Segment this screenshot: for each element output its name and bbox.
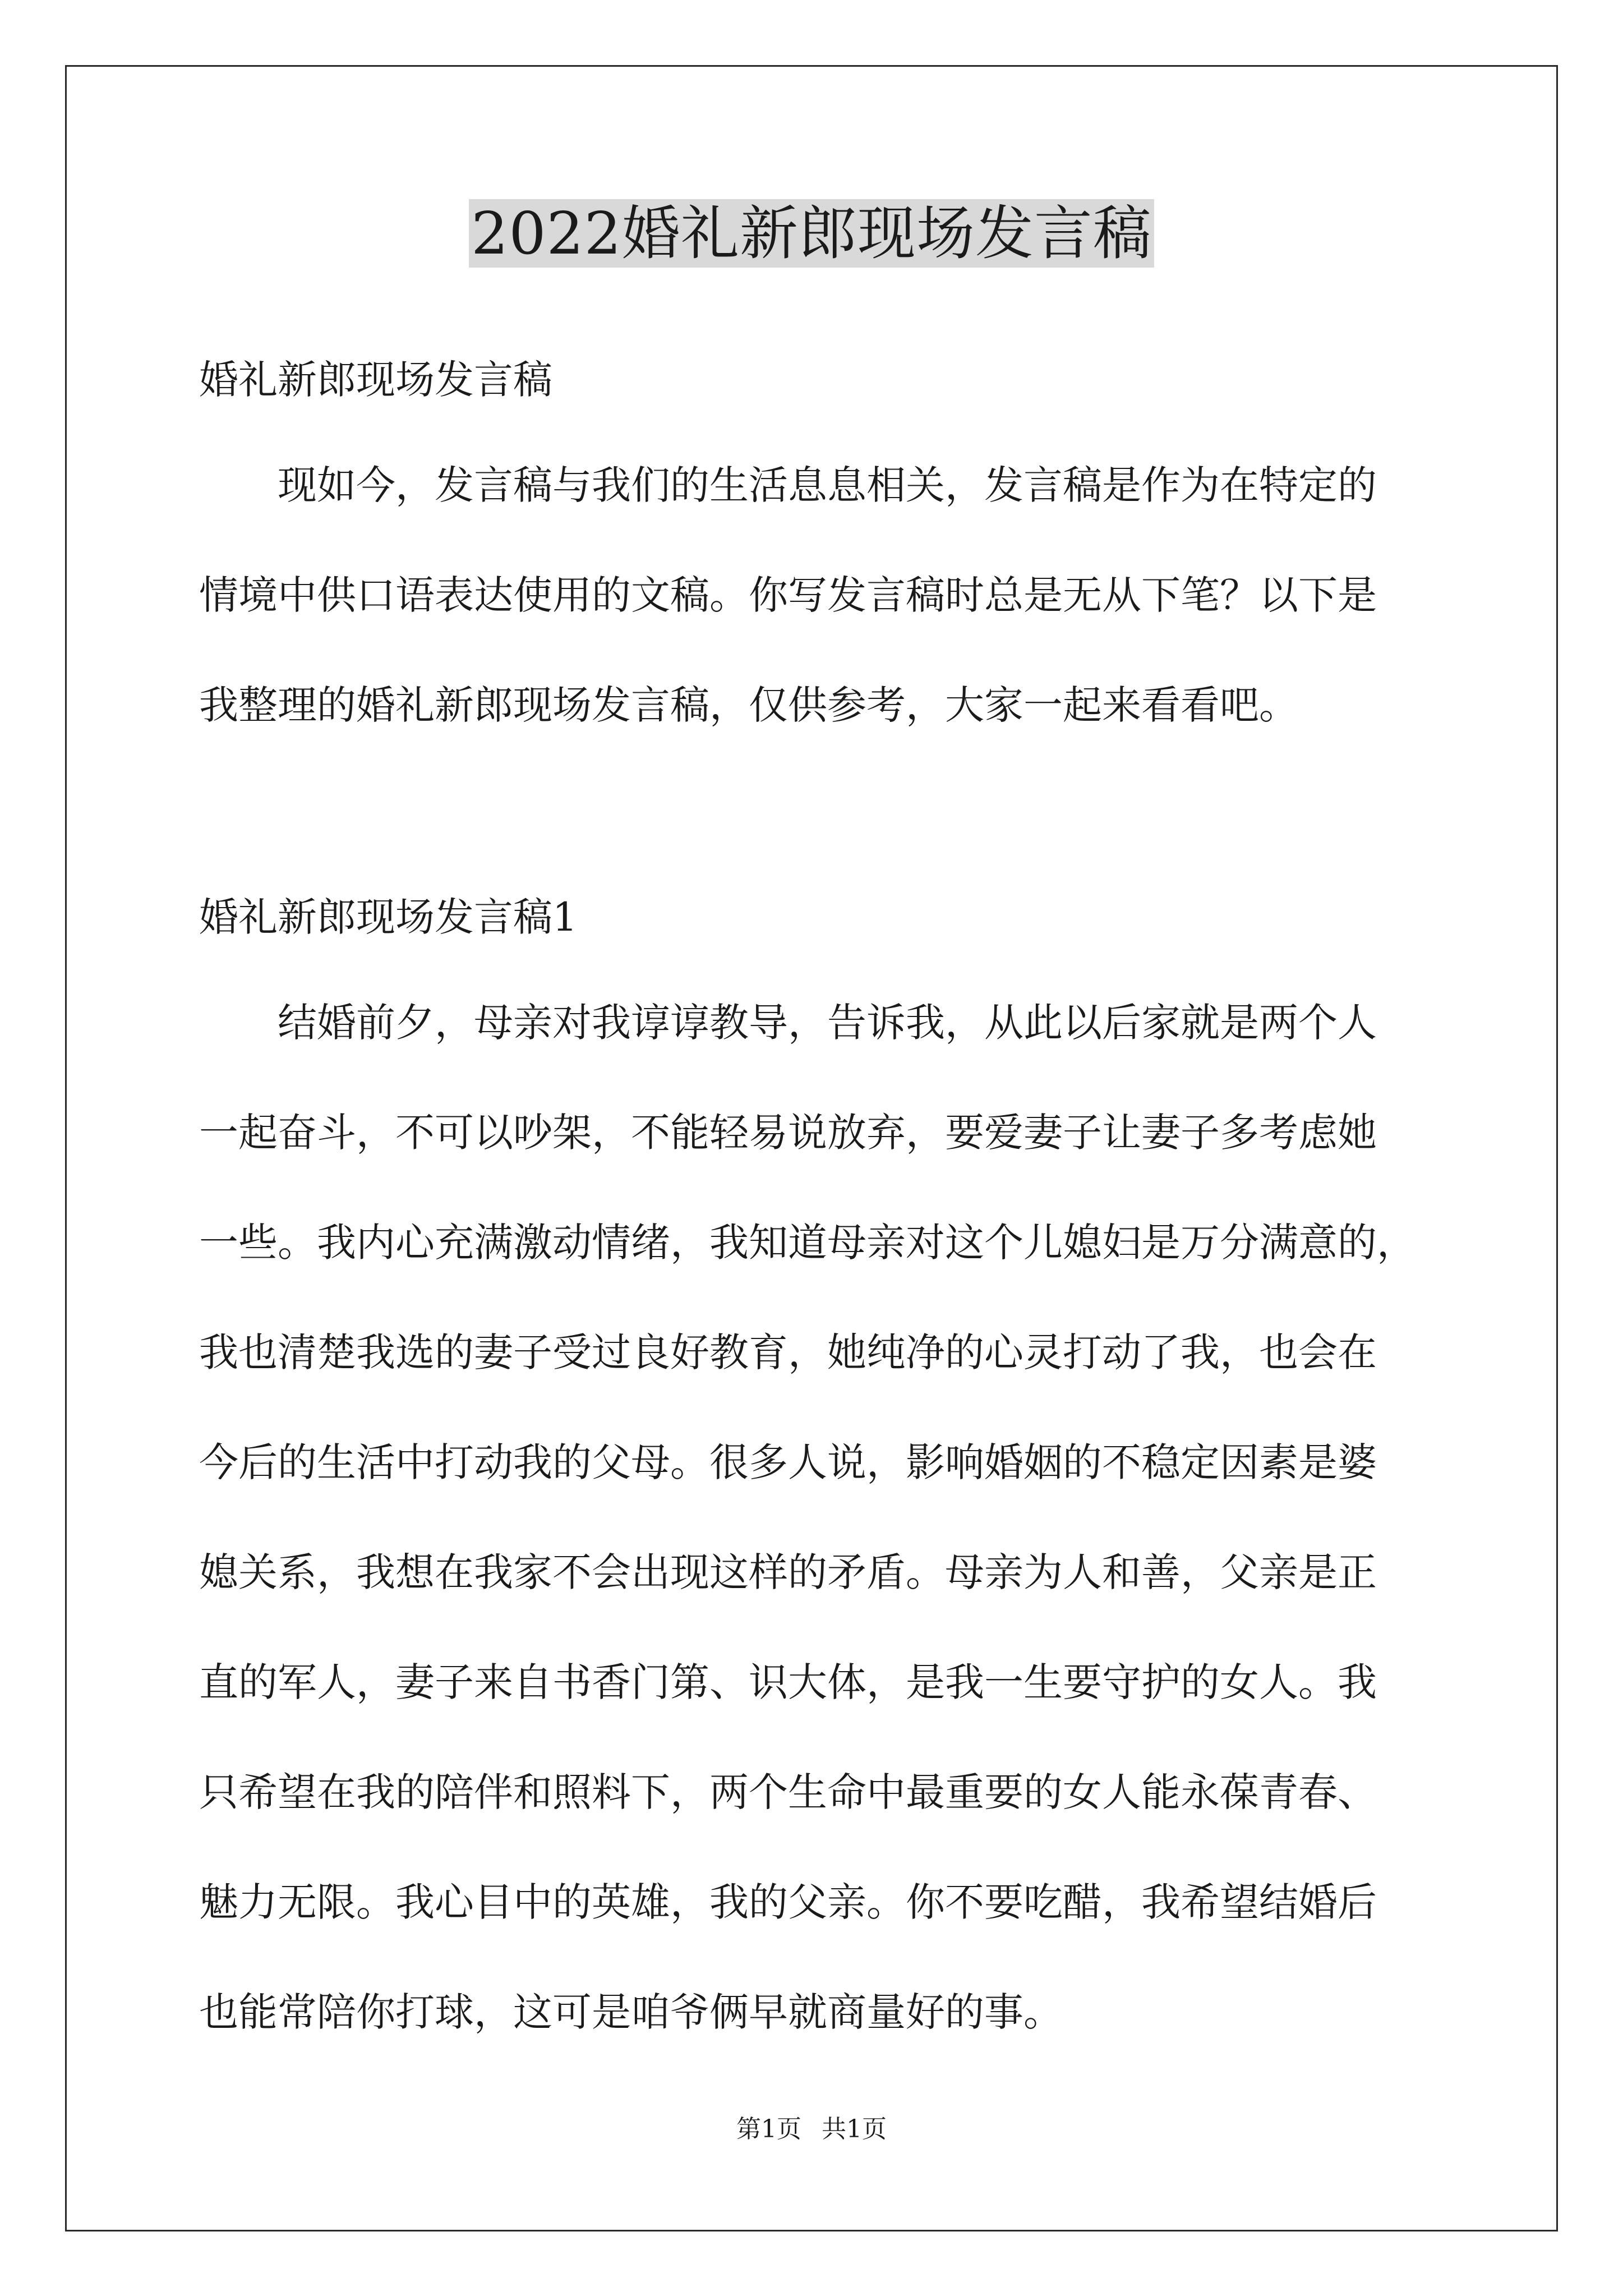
body-line: 魅力无限。我心目中的英雄，我的父亲。你不要吃醋，我希望结婚后 — [199, 1879, 1377, 1925]
section-heading: 婚礼新郎现场发言稿1 — [199, 894, 578, 940]
document-title — [0, 194, 1623, 273]
intro-line: 现如今，发言稿与我们的生活息息相关，发言稿是作为在特定的 — [278, 462, 1377, 508]
body-line: 一起奋斗，不可以吵架，不能轻易说放弃，要爱妻子让妻子多考虑她 — [199, 1110, 1377, 1156]
body-line: 一些。我内心充满激动情绪，我知道母亲对这个儿媳妇是万分满意的， — [199, 1220, 1416, 1266]
body-line: 今后的生活中打动我的父母。很多人说，影响婚姻的不稳定因素是婆 — [199, 1439, 1377, 1485]
body-line: 结婚前夕，母亲对我谆谆教导，告诉我，从此以后家就是两个人 — [278, 1000, 1377, 1046]
subtitle: 婚礼新郎现场发言稿 — [199, 357, 552, 403]
body-line: 直的军人，妻子来自书香门第、识大体，是我一生要守护的女人。我 — [199, 1659, 1377, 1705]
intro-line: 情境中供口语表达使用的文稿。你写发言稿时总是无从下笔？以下是 — [199, 572, 1377, 618]
page-total: 共1页 — [822, 2115, 887, 2143]
document-title-text: 2022婚礼新郎现场发言稿 — [469, 199, 1154, 268]
page-footer — [0, 2113, 1623, 2146]
body-line: 只希望在我的陪伴和照料下，两个生命中最重要的女人能永葆青春、 — [199, 1769, 1377, 1815]
page-number: 第1页 — [736, 2115, 801, 2143]
intro-line: 我整理的婚礼新郎现场发言稿，仅供参考，大家一起来看看吧。 — [199, 682, 1298, 728]
body-line: 我也清楚我选的妻子受过良好教育，她纯净的心灵打动了我，也会在 — [199, 1329, 1377, 1375]
body-line: 媳关系，我想在我家不会出现这样的矛盾。母亲为人和善，父亲是正 — [199, 1549, 1377, 1595]
body-line: 也能常陪你打球，这可是咱爷俩早就商量好的事。 — [199, 1989, 1063, 2035]
